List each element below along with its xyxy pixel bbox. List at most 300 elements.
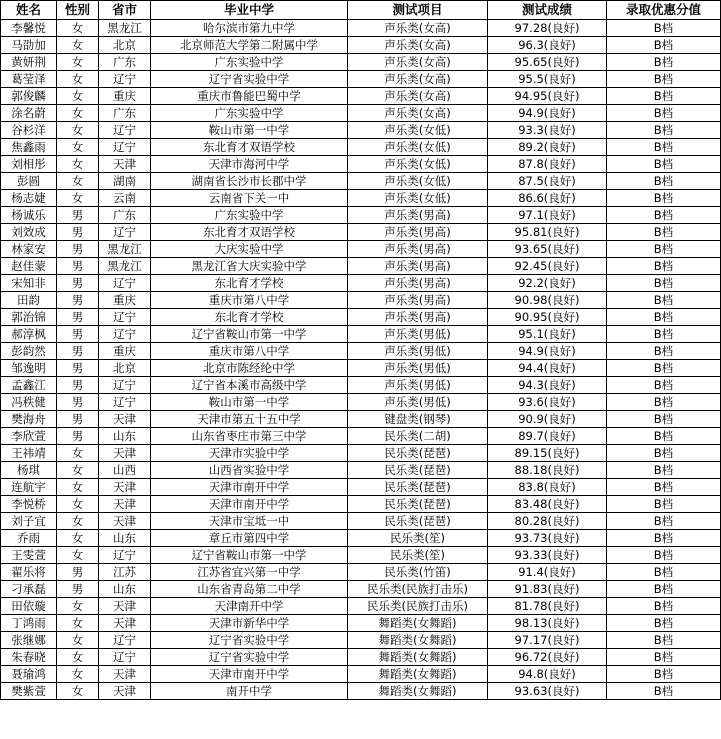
cell-name: 林家安 (1, 241, 57, 258)
cell-province: 北京 (99, 37, 151, 54)
cell-gender: 男 (57, 394, 99, 411)
table-row (1, 666, 721, 683)
cell-test-item: 舞蹈类(女舞蹈) (348, 615, 488, 632)
table-row (1, 207, 721, 224)
cell-school: 东北育才双语学校 (151, 139, 348, 156)
cell-gender: 女 (57, 139, 99, 156)
cell-test-item: 声乐类(男高) (348, 292, 488, 309)
cell-province: 天津 (99, 615, 151, 632)
cell-test-item: 声乐类(男高) (348, 258, 488, 275)
cell-test-item: 声乐类(男低) (348, 326, 488, 343)
table-row (1, 241, 721, 258)
cell-admission-bonus: B档 (607, 241, 721, 258)
cell-test-item: 声乐类(女高) (348, 88, 488, 105)
cell-school: 天津市第五十五中学 (151, 411, 348, 428)
cell-test-item: 民乐类(笙) (348, 547, 488, 564)
cell-name: 彭韵然 (1, 343, 57, 360)
cell-test-score: 92.45(良好) (488, 258, 607, 275)
cell-province: 江苏 (99, 564, 151, 581)
cell-province: 天津 (99, 445, 151, 462)
cell-test-score: 94.9(良好) (488, 343, 607, 360)
cell-name: 杨琪 (1, 462, 57, 479)
cell-province: 辽宁 (99, 122, 151, 139)
cell-gender: 男 (57, 326, 99, 343)
cell-test-item: 民乐类(琵琶) (348, 445, 488, 462)
cell-school: 大庆实验中学 (151, 241, 348, 258)
cell-test-score: 89.2(良好) (488, 139, 607, 156)
cell-gender: 女 (57, 632, 99, 649)
cell-gender: 女 (57, 88, 99, 105)
cell-school: 天津市宝坻一中 (151, 513, 348, 530)
cell-gender: 女 (57, 598, 99, 615)
cell-gender: 女 (57, 37, 99, 54)
cell-test-item: 声乐类(男高) (348, 224, 488, 241)
cell-admission-bonus: B档 (607, 309, 721, 326)
cell-school: 广东实验中学 (151, 105, 348, 122)
cell-gender: 女 (57, 122, 99, 139)
table-row (1, 445, 721, 462)
cell-province: 辽宁 (99, 139, 151, 156)
cell-gender: 女 (57, 190, 99, 207)
cell-test-score: 89.15(良好) (488, 445, 607, 462)
cell-test-item: 声乐类(女高) (348, 54, 488, 71)
cell-school: 北京师范大学第二附属中学 (151, 37, 348, 54)
table-row (1, 428, 721, 445)
table-row (1, 513, 721, 530)
cell-school: 东北育才学校 (151, 275, 348, 292)
cell-test-item: 声乐类(男高) (348, 241, 488, 258)
cell-admission-bonus: B档 (607, 139, 721, 156)
cell-school: 山西省实验中学 (151, 462, 348, 479)
cell-name: 涂名蔚 (1, 105, 57, 122)
cell-province: 辽宁 (99, 275, 151, 292)
cell-province: 天津 (99, 598, 151, 615)
cell-test-item: 民乐类(民族打击乐) (348, 581, 488, 598)
cell-admission-bonus: B档 (607, 156, 721, 173)
cell-admission-bonus: B档 (607, 462, 721, 479)
cell-gender: 男 (57, 564, 99, 581)
table-row (1, 122, 721, 139)
cell-test-item: 民乐类(琵琶) (348, 462, 488, 479)
cell-test-score: 93.6(良好) (488, 394, 607, 411)
cell-gender: 男 (57, 258, 99, 275)
cell-test-item: 民乐类(琵琶) (348, 496, 488, 513)
header-name: 姓名 (1, 1, 57, 20)
cell-test-score: 97.1(良好) (488, 207, 607, 224)
cell-gender: 男 (57, 275, 99, 292)
table-row (1, 479, 721, 496)
cell-test-score: 96.72(良好) (488, 649, 607, 666)
cell-name: 乔雨 (1, 530, 57, 547)
cell-name: 赵佳蒙 (1, 258, 57, 275)
cell-name: 刁承磊 (1, 581, 57, 598)
cell-name: 焦鑫雨 (1, 139, 57, 156)
cell-name: 田依璇 (1, 598, 57, 615)
cell-test-score: 87.5(良好) (488, 173, 607, 190)
cell-name: 葛莹泽 (1, 71, 57, 88)
cell-admission-bonus: B档 (607, 122, 721, 139)
cell-province: 云南 (99, 190, 151, 207)
cell-admission-bonus: B档 (607, 513, 721, 530)
cell-province: 辽宁 (99, 394, 151, 411)
table-row (1, 54, 721, 71)
cell-admission-bonus: B档 (607, 88, 721, 105)
cell-test-item: 声乐类(男低) (348, 360, 488, 377)
cell-test-item: 民乐类(琵琶) (348, 479, 488, 496)
cell-school: 湖南省长沙市长郡中学 (151, 173, 348, 190)
cell-gender: 男 (57, 428, 99, 445)
cell-test-item: 舞蹈类(女舞蹈) (348, 666, 488, 683)
cell-test-score: 80.28(良好) (488, 513, 607, 530)
cell-test-score: 95.1(良好) (488, 326, 607, 343)
cell-school: 天津市新华中学 (151, 615, 348, 632)
cell-gender: 女 (57, 54, 99, 71)
cell-test-item: 声乐类(女高) (348, 105, 488, 122)
cell-school: 重庆市第八中学 (151, 292, 348, 309)
cell-name: 樊海舟 (1, 411, 57, 428)
table-row (1, 547, 721, 564)
cell-gender: 女 (57, 666, 99, 683)
cell-school: 广东实验中学 (151, 54, 348, 71)
cell-admission-bonus: B档 (607, 632, 721, 649)
cell-school: 重庆市鲁能巴蜀中学 (151, 88, 348, 105)
cell-admission-bonus: B档 (607, 326, 721, 343)
table-row (1, 173, 721, 190)
cell-province: 天津 (99, 683, 151, 700)
cell-name: 彭圆 (1, 173, 57, 190)
cell-gender: 女 (57, 649, 99, 666)
cell-test-score: 90.9(良好) (488, 411, 607, 428)
cell-name: 樊紫萱 (1, 683, 57, 700)
cell-gender: 男 (57, 207, 99, 224)
cell-gender: 女 (57, 173, 99, 190)
cell-name: 李悦桥 (1, 496, 57, 513)
cell-school: 辽宁省鞍山市第一中学 (151, 547, 348, 564)
cell-name: 刘效成 (1, 224, 57, 241)
cell-school: 鞍山市第一中学 (151, 394, 348, 411)
cell-test-item: 舞蹈类(女舞蹈) (348, 632, 488, 649)
cell-gender: 男 (57, 309, 99, 326)
cell-test-item: 声乐类(男低) (348, 394, 488, 411)
cell-admission-bonus: B档 (607, 445, 721, 462)
cell-test-score: 88.18(良好) (488, 462, 607, 479)
cell-school: 天津市南开中学 (151, 479, 348, 496)
cell-province: 山东 (99, 428, 151, 445)
cell-test-score: 95.65(良好) (488, 54, 607, 71)
cell-test-score: 83.8(良好) (488, 479, 607, 496)
cell-gender: 男 (57, 343, 99, 360)
cell-gender: 女 (57, 615, 99, 632)
cell-gender: 男 (57, 224, 99, 241)
cell-test-item: 键盘类(钢琴) (348, 411, 488, 428)
table-row (1, 683, 721, 700)
cell-gender: 女 (57, 20, 99, 37)
cell-name: 朱春晓 (1, 649, 57, 666)
cell-name: 李欣萱 (1, 428, 57, 445)
cell-province: 重庆 (99, 343, 151, 360)
cell-admission-bonus: B档 (607, 683, 721, 700)
cell-test-item: 声乐类(女高) (348, 37, 488, 54)
cell-test-item: 声乐类(女低) (348, 156, 488, 173)
table-row (1, 275, 721, 292)
cell-province: 山东 (99, 530, 151, 547)
cell-admission-bonus: B档 (607, 343, 721, 360)
cell-admission-bonus: B档 (607, 360, 721, 377)
cell-name: 张继娜 (1, 632, 57, 649)
cell-name: 李馨悦 (1, 20, 57, 37)
cell-admission-bonus: B档 (607, 292, 721, 309)
cell-test-score: 83.48(良好) (488, 496, 607, 513)
cell-province: 广东 (99, 105, 151, 122)
cell-gender: 女 (57, 105, 99, 122)
cell-province: 黑龙江 (99, 241, 151, 258)
cell-gender: 男 (57, 292, 99, 309)
cell-test-score: 93.63(良好) (488, 683, 607, 700)
cell-gender: 女 (57, 496, 99, 513)
header-test-score: 测试成绩 (488, 1, 607, 20)
table-row (1, 360, 721, 377)
header-gender: 性别 (57, 1, 99, 20)
cell-province: 重庆 (99, 292, 151, 309)
cell-name: 冯秩健 (1, 394, 57, 411)
cell-school: 鞍山市第一中学 (151, 122, 348, 139)
cell-test-score: 94.8(良好) (488, 666, 607, 683)
table-row (1, 411, 721, 428)
table-row (1, 377, 721, 394)
table-row (1, 224, 721, 241)
cell-province: 山东 (99, 581, 151, 598)
cell-test-score: 91.83(良好) (488, 581, 607, 598)
cell-gender: 女 (57, 513, 99, 530)
cell-school: 北京市陈经纶中学 (151, 360, 348, 377)
cell-test-score: 97.17(良好) (488, 632, 607, 649)
cell-test-score: 91.4(良好) (488, 564, 607, 581)
cell-name: 王祎靖 (1, 445, 57, 462)
cell-admission-bonus: B档 (607, 54, 721, 71)
cell-gender: 男 (57, 411, 99, 428)
cell-gender: 男 (57, 360, 99, 377)
cell-school: 天津南开中学 (151, 598, 348, 615)
cell-school: 天津市实验中学 (151, 445, 348, 462)
cell-admission-bonus: B档 (607, 224, 721, 241)
cell-province: 辽宁 (99, 224, 151, 241)
table-row (1, 496, 721, 513)
cell-test-score: 94.95(良好) (488, 88, 607, 105)
cell-admission-bonus: B档 (607, 547, 721, 564)
table-row (1, 615, 721, 632)
cell-test-score: 90.95(良好) (488, 309, 607, 326)
cell-name: 郝淳枫 (1, 326, 57, 343)
cell-test-item: 声乐类(男低) (348, 343, 488, 360)
cell-test-item: 民乐类(笙) (348, 530, 488, 547)
cell-school: 天津市南开中学 (151, 496, 348, 513)
cell-test-score: 95.81(良好) (488, 224, 607, 241)
table-row (1, 598, 721, 615)
cell-gender: 女 (57, 683, 99, 700)
cell-province: 重庆 (99, 88, 151, 105)
cell-name: 郭治锦 (1, 309, 57, 326)
cell-test-score: 98.13(良好) (488, 615, 607, 632)
cell-name: 聂瑜鸿 (1, 666, 57, 683)
cell-name: 郭俊麟 (1, 88, 57, 105)
cell-gender: 男 (57, 241, 99, 258)
cell-province: 天津 (99, 156, 151, 173)
cell-test-score: 92.2(良好) (488, 275, 607, 292)
table-row (1, 649, 721, 666)
table-row (1, 190, 721, 207)
cell-province: 广东 (99, 54, 151, 71)
cell-name: 杨志婕 (1, 190, 57, 207)
cell-test-score: 95.5(良好) (488, 71, 607, 88)
table-row (1, 343, 721, 360)
cell-admission-bonus: B档 (607, 479, 721, 496)
cell-test-item: 声乐类(女低) (348, 122, 488, 139)
header-admission-bonus: 录取优惠分值 (607, 1, 721, 20)
cell-test-item: 声乐类(女低) (348, 173, 488, 190)
cell-admission-bonus: B档 (607, 20, 721, 37)
table-row (1, 581, 721, 598)
cell-admission-bonus: B档 (607, 190, 721, 207)
cell-gender: 女 (57, 547, 99, 564)
cell-test-score: 93.33(良好) (488, 547, 607, 564)
cell-admission-bonus: B档 (607, 496, 721, 513)
cell-province: 辽宁 (99, 326, 151, 343)
cell-admission-bonus: B档 (607, 649, 721, 666)
cell-test-item: 舞蹈类(女舞蹈) (348, 649, 488, 666)
cell-school: 辽宁省本溪市高级中学 (151, 377, 348, 394)
cell-name: 宋知非 (1, 275, 57, 292)
cell-province: 辽宁 (99, 309, 151, 326)
cell-test-score: 93.73(良好) (488, 530, 607, 547)
cell-name: 谷杉洋 (1, 122, 57, 139)
cell-school: 东北育才学校 (151, 309, 348, 326)
cell-test-item: 民乐类(二胡) (348, 428, 488, 445)
cell-admission-bonus: B档 (607, 105, 721, 122)
cell-school: 山东省青岛第二中学 (151, 581, 348, 598)
cell-gender: 女 (57, 445, 99, 462)
cell-test-item: 民乐类(琵琶) (348, 513, 488, 530)
cell-province: 辽宁 (99, 632, 151, 649)
cell-school: 重庆市第八中学 (151, 343, 348, 360)
cell-test-item: 声乐类(女高) (348, 20, 488, 37)
cell-name: 王雯萱 (1, 547, 57, 564)
cell-school: 辽宁省实验中学 (151, 71, 348, 88)
table-row (1, 71, 721, 88)
cell-school: 南开中学 (151, 683, 348, 700)
cell-school: 哈尔滨市第九中学 (151, 20, 348, 37)
cell-province: 天津 (99, 411, 151, 428)
cell-test-item: 民乐类(竹笛) (348, 564, 488, 581)
cell-province: 辽宁 (99, 547, 151, 564)
table-row (1, 37, 721, 54)
cell-admission-bonus: B档 (607, 173, 721, 190)
cell-gender: 男 (57, 377, 99, 394)
table-row (1, 105, 721, 122)
cell-admission-bonus: B档 (607, 394, 721, 411)
cell-province: 天津 (99, 666, 151, 683)
cell-name: 孟鑫江 (1, 377, 57, 394)
cell-school: 辽宁省鞍山市第一中学 (151, 326, 348, 343)
table-row (1, 530, 721, 547)
cell-gender: 女 (57, 462, 99, 479)
table-row (1, 564, 721, 581)
cell-test-score: 96.3(良好) (488, 37, 607, 54)
cell-test-score: 94.4(良好) (488, 360, 607, 377)
cell-gender: 女 (57, 479, 99, 496)
cell-school: 黑龙江省大庆实验中学 (151, 258, 348, 275)
cell-province: 辽宁 (99, 649, 151, 666)
cell-school: 天津市海河中学 (151, 156, 348, 173)
cell-gender: 女 (57, 156, 99, 173)
cell-province: 湖南 (99, 173, 151, 190)
cell-province: 北京 (99, 360, 151, 377)
cell-name: 杨诚乐 (1, 207, 57, 224)
cell-name: 连航宇 (1, 479, 57, 496)
cell-admission-bonus: B档 (607, 377, 721, 394)
cell-name: 刘子宜 (1, 513, 57, 530)
cell-school: 山东省枣庄市第三中学 (151, 428, 348, 445)
table-row (1, 394, 721, 411)
cell-admission-bonus: B档 (607, 564, 721, 581)
cell-test-item: 声乐类(男高) (348, 309, 488, 326)
header-province: 省市 (99, 1, 151, 20)
cell-admission-bonus: B档 (607, 581, 721, 598)
table-row (1, 292, 721, 309)
cell-admission-bonus: B档 (607, 411, 721, 428)
table-row (1, 258, 721, 275)
cell-school: 东北育才双语学校 (151, 224, 348, 241)
cell-test-score: 94.3(良好) (488, 377, 607, 394)
cell-test-score: 97.28(良好) (488, 20, 607, 37)
cell-province: 山西 (99, 462, 151, 479)
cell-province: 广东 (99, 207, 151, 224)
cell-test-score: 86.6(良好) (488, 190, 607, 207)
cell-province: 天津 (99, 513, 151, 530)
cell-test-item: 声乐类(男高) (348, 275, 488, 292)
cell-school: 广东实验中学 (151, 207, 348, 224)
cell-test-score: 81.78(良好) (488, 598, 607, 615)
cell-province: 黑龙江 (99, 258, 151, 275)
cell-admission-bonus: B档 (607, 666, 721, 683)
cell-province: 天津 (99, 496, 151, 513)
cell-admission-bonus: B档 (607, 37, 721, 54)
header-school: 毕业中学 (151, 1, 348, 20)
cell-test-item: 舞蹈类(女舞蹈) (348, 683, 488, 700)
cell-gender: 男 (57, 581, 99, 598)
cell-school: 章丘市第四中学 (151, 530, 348, 547)
cell-test-item: 声乐类(女低) (348, 139, 488, 156)
cell-name: 刘相彤 (1, 156, 57, 173)
cell-school: 天津市南开中学 (151, 666, 348, 683)
cell-test-item: 声乐类(女低) (348, 190, 488, 207)
cell-test-item: 声乐类(男高) (348, 207, 488, 224)
cell-province: 黑龙江 (99, 20, 151, 37)
table-row (1, 462, 721, 479)
cell-province: 辽宁 (99, 71, 151, 88)
cell-admission-bonus: B档 (607, 615, 721, 632)
cell-test-item: 声乐类(女高) (348, 71, 488, 88)
cell-admission-bonus: B档 (607, 71, 721, 88)
table-row (1, 20, 721, 37)
cell-test-score: 87.8(良好) (488, 156, 607, 173)
cell-name: 邹逸明 (1, 360, 57, 377)
cell-name: 田韵 (1, 292, 57, 309)
cell-admission-bonus: B档 (607, 428, 721, 445)
table-row (1, 156, 721, 173)
table-row (1, 632, 721, 649)
cell-test-score: 94.9(良好) (488, 105, 607, 122)
cell-name: 翟乐将 (1, 564, 57, 581)
